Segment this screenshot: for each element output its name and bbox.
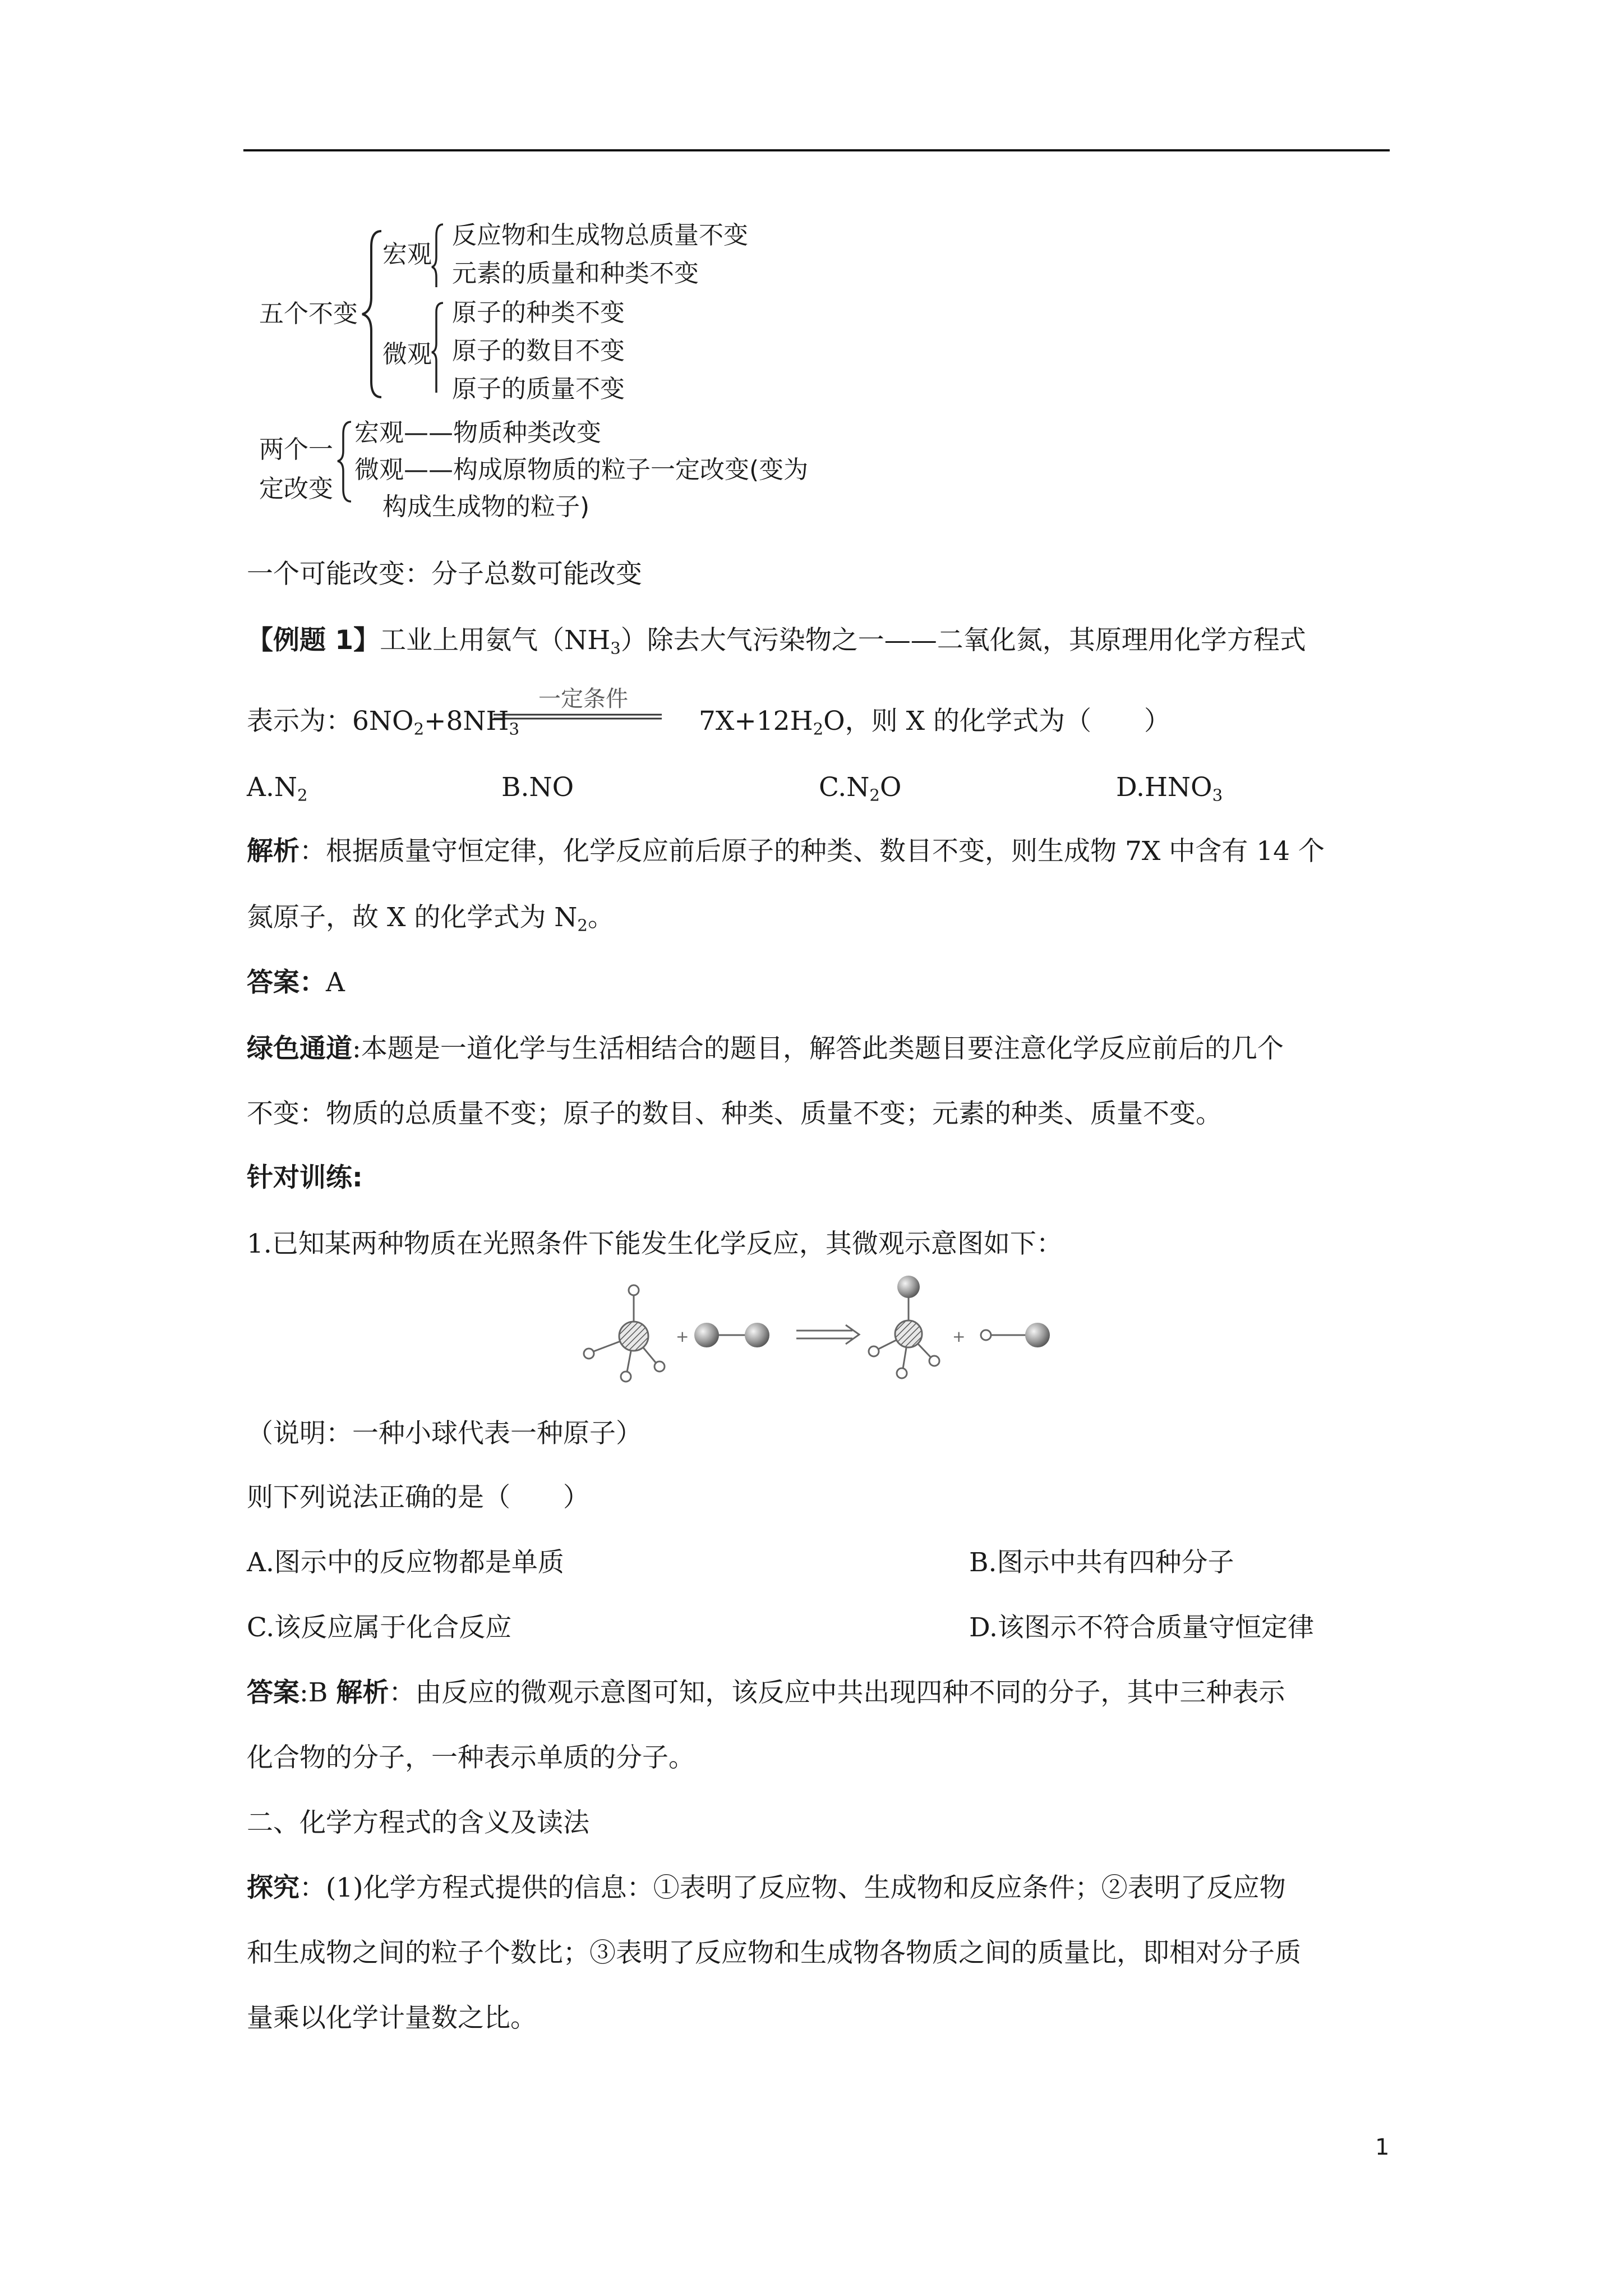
micro-label: 微观 — [382, 340, 432, 369]
example1-analysis-line-2 — [247, 902, 614, 935]
practice-answer-line — [247, 1677, 1285, 1708]
two-changes-label-2: 定改变 — [259, 475, 333, 503]
brace-lines — [0, 0, 1623, 561]
option-c-sub: 2 — [869, 785, 880, 805]
eq-sub-2: 3 — [509, 719, 520, 739]
change-micro-cont: 构成生成物的粒子) — [382, 493, 590, 521]
eq-suffix: O，则 X 的化学式为（ ） — [823, 706, 1170, 737]
micro-item-3: 原子的质量不变 — [452, 375, 625, 403]
two-changes-label-1: 两个一 — [259, 435, 333, 464]
explore-label: 探究 — [247, 1872, 299, 1903]
product-molecule-2 — [981, 1323, 1050, 1347]
svg-text:+: + — [952, 1327, 966, 1346]
practice-analysis-text-1: ：由反应的微观示意图可知，该反应中共出现四种不同的分子，其中三种表示 — [389, 1677, 1285, 1708]
svg-text:+: + — [676, 1327, 689, 1346]
practice-ask: 则下列说法正确的是（ ） — [247, 1482, 589, 1513]
macro-item-1: 反应物和生成物总质量不变 — [452, 221, 748, 250]
practice-answer-value: :B — [299, 1677, 328, 1708]
example1-q1-sub: 3 — [610, 638, 621, 658]
practice-title: 针对训练: — [247, 1162, 363, 1193]
example1-option-d — [1116, 772, 1223, 805]
analysis-text-2b: 。 — [587, 902, 614, 933]
option-c-text: C.N — [819, 772, 870, 803]
eq-prefix: 表示为：6NO — [247, 706, 414, 737]
condition-label: 一定条件 — [538, 686, 628, 712]
example1-option-a — [247, 772, 308, 805]
answer-value: A — [326, 967, 345, 998]
example1-analysis-line-1 — [247, 836, 1325, 867]
option-a-sub: 2 — [297, 785, 308, 805]
eq-sub-1: 2 — [413, 719, 425, 739]
change-micro: 微观——构成原物质的粒子一定改变(变为 — [354, 455, 809, 484]
reaction-arrow — [796, 1325, 859, 1344]
analysis-label: 解析 — [247, 836, 299, 867]
practice-analysis-line-2: 化合物的分子，一种表示单质的分子。 — [247, 1742, 695, 1773]
green-channel-label: 绿色通道 — [247, 1033, 352, 1064]
possible-change-line: 一个可能改变：分子总数可能改变 — [247, 559, 642, 590]
eq-mid-2: 7X+12H — [699, 706, 813, 737]
practice-answer-label: 答案 — [247, 1677, 299, 1708]
practice-option-a: A.图示中的反应物都是单质 — [247, 1547, 564, 1578]
practice-option-c: C.该反应属于化合反应 — [247, 1612, 512, 1643]
explore-line-3: 量乘以化学计量数之比。 — [247, 2003, 537, 2033]
practice-question-1: 1.已知某两种物质在光照条件下能发生化学反应，其微观示意图如下： — [247, 1228, 1063, 1259]
option-c-end: O — [879, 772, 902, 803]
practice-option-b: B.图示中共有四种分子 — [969, 1547, 1234, 1578]
practice-option-d: D.该图示不符合质量守恒定律 — [969, 1612, 1314, 1643]
green-channel-line-2: 不变：物质的总质量不变；原子的数目、种类、质量不变；元素的种类、质量不变。 — [247, 1098, 1222, 1129]
answer-label: 答案： — [247, 967, 326, 998]
product-molecule-1 — [869, 1276, 939, 1378]
analysis-text-2a: 氮原子，故 X 的化学式为 N — [247, 902, 578, 933]
explore-line-2: 和生成物之间的粒子个数比；③表明了反应物和生成物各物质之间的质量比，即相对分子质 — [247, 1938, 1301, 1968]
example1-q1-text-a: 工业上用氨气（NH — [380, 625, 611, 656]
page-number: 1 — [1375, 2134, 1390, 2160]
example1-answer-line — [247, 969, 345, 996]
change-macro: 宏观——物质种类改变 — [354, 418, 601, 447]
eq-mid-1: +8NH — [424, 706, 509, 737]
reaction-diagram — [572, 1273, 1066, 1397]
five-constants-label: 五个不变 — [259, 300, 358, 328]
option-d-text: D.HNO — [1116, 772, 1212, 803]
reactant-molecule-1 — [584, 1285, 665, 1382]
macro-label: 宏观 — [382, 240, 432, 269]
green-channel-line-1 — [247, 1033, 1284, 1064]
eq-sub-3: 2 — [813, 719, 824, 739]
section2-title: 二、化学方程式的含义及读法 — [247, 1807, 589, 1838]
practice-note: （说明：一种小球代表一种原子） — [247, 1418, 642, 1449]
option-d-sub: 3 — [1212, 785, 1223, 805]
micro-item-1: 原子的种类不变 — [452, 298, 625, 327]
micro-item-2: 原子的数目不变 — [452, 337, 625, 365]
example1-equation-line — [247, 706, 1170, 739]
practice-analysis-label: 解析 — [336, 1677, 389, 1708]
reactant-molecule-2 — [694, 1323, 769, 1347]
example1-q1-text-b: ）除去大气污染物之一——二氧化氮，其原理用化学方程式 — [620, 625, 1306, 656]
analysis-text-1: ：根据质量守恒定律，化学反应前后原子的种类、数目不变，则生成物 7X 中含有 14 个 — [299, 836, 1325, 867]
option-a-text: A.N — [247, 772, 298, 803]
analysis-sub: 2 — [577, 915, 588, 935]
explore-text-1: ：(1)化学方程式提供的信息：①表明了反应物、生成物和反应条件；②表明了反应物 — [299, 1872, 1286, 1903]
example1-tag: 【例题 1】 — [247, 625, 380, 656]
example1-option-c — [819, 772, 902, 805]
macro-item-2: 元素的质量和种类不变 — [452, 259, 699, 288]
explore-line-1 — [247, 1872, 1286, 1903]
green-channel-text-1: :本题是一道化学与生活相结合的题目，解答此类题目要注意化学反应前后的几个 — [352, 1033, 1284, 1064]
example1-question-line-1 — [247, 625, 1306, 658]
example1-option-b: B.NO — [501, 772, 574, 803]
